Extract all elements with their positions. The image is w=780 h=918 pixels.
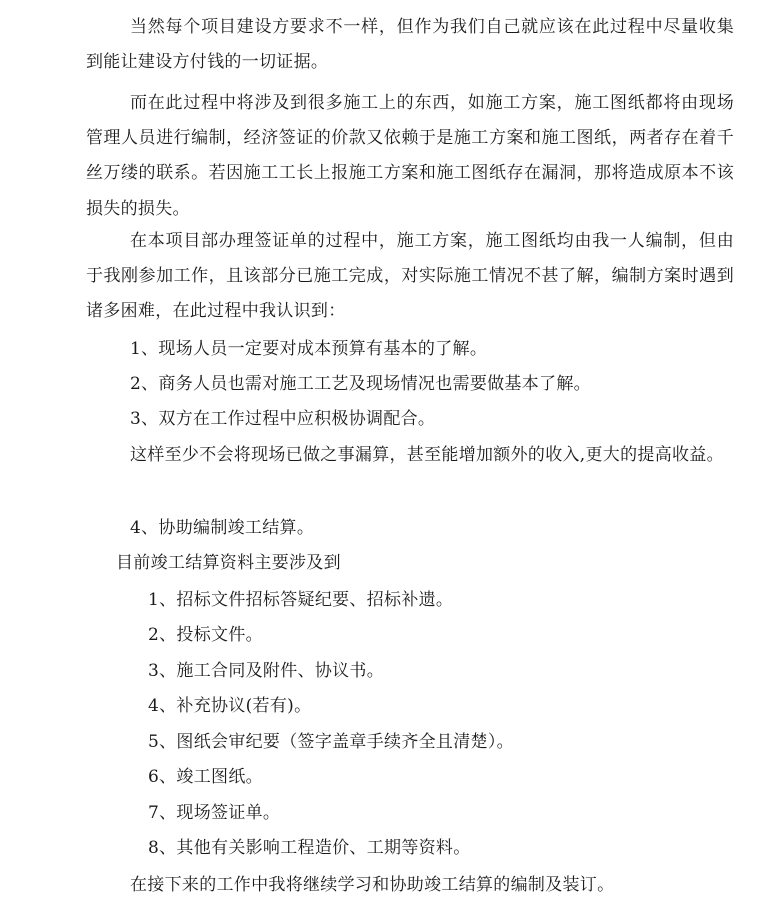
list-item: 5、图纸会审纪要（签字盖章手续齐全且清楚）。 <box>148 732 514 752</box>
list-item: 6、竣工图纸。 <box>148 767 263 787</box>
list-item: 1、现场人员一定要对成本预算有基本的了解。 <box>130 339 488 359</box>
paragraph-evidence: 当然每个项目建设方要求不一样，但作为我们自己就应该在此过程中尽量收集到能让建设方付钱的一切证据。 <box>86 17 734 73</box>
closing-sentence: 在接下来的工作中我将继续学习和协助竣工结算的编制及装订。 <box>130 875 615 895</box>
list-item: 1、招标文件招标答疑纪要、招标补遗。 <box>148 590 454 610</box>
paragraph-construction-plans: 而在此过程中将涉及到很多施工上的东西，如施工方案，施工图纸都将由现场管理人员进行编制，经济签证的价款又依赖于是施工方案和施工图纸，两者存在着千丝万缕的联系。若因施工工长上报施工方案和施工图纸存在漏洞，那将造成原本不该损失的损失。 <box>86 93 734 219</box>
section-heading: 4、协助编制竣工结算。 <box>130 518 315 538</box>
list-item: 4、补充协议(若有)。 <box>148 696 312 716</box>
list-item: 3、施工合同及附件、协议书。 <box>148 661 385 681</box>
list-item: 7、现场签证单。 <box>148 803 281 823</box>
list-item: 3、双方在工作过程中应积极协调配合。 <box>130 409 436 429</box>
materials-intro: 目前竣工结算资料主要涉及到 <box>116 553 341 573</box>
list-item: 2、投标文件。 <box>148 625 263 645</box>
list-item: 8、其他有关影响工程造价、工期等资料。 <box>148 838 471 858</box>
paragraph-conclusion: 这样至少不会将现场已做之事漏算，甚至能增加额外的收入,更大的提高收益。 <box>130 445 724 465</box>
paragraph-visa-process: 在本项目部办理签证单的过程中，施工方案，施工图纸均由我一人编制，但由于我刚参加工作，且该部分已施工完成，对实际施工情况不甚了解，编制方案时遇到诸多困难，在此过程中我认识到： <box>86 231 734 322</box>
list-item: 2、商务人员也需对施工工艺及现场情况也需要做基本了解。 <box>130 374 591 394</box>
